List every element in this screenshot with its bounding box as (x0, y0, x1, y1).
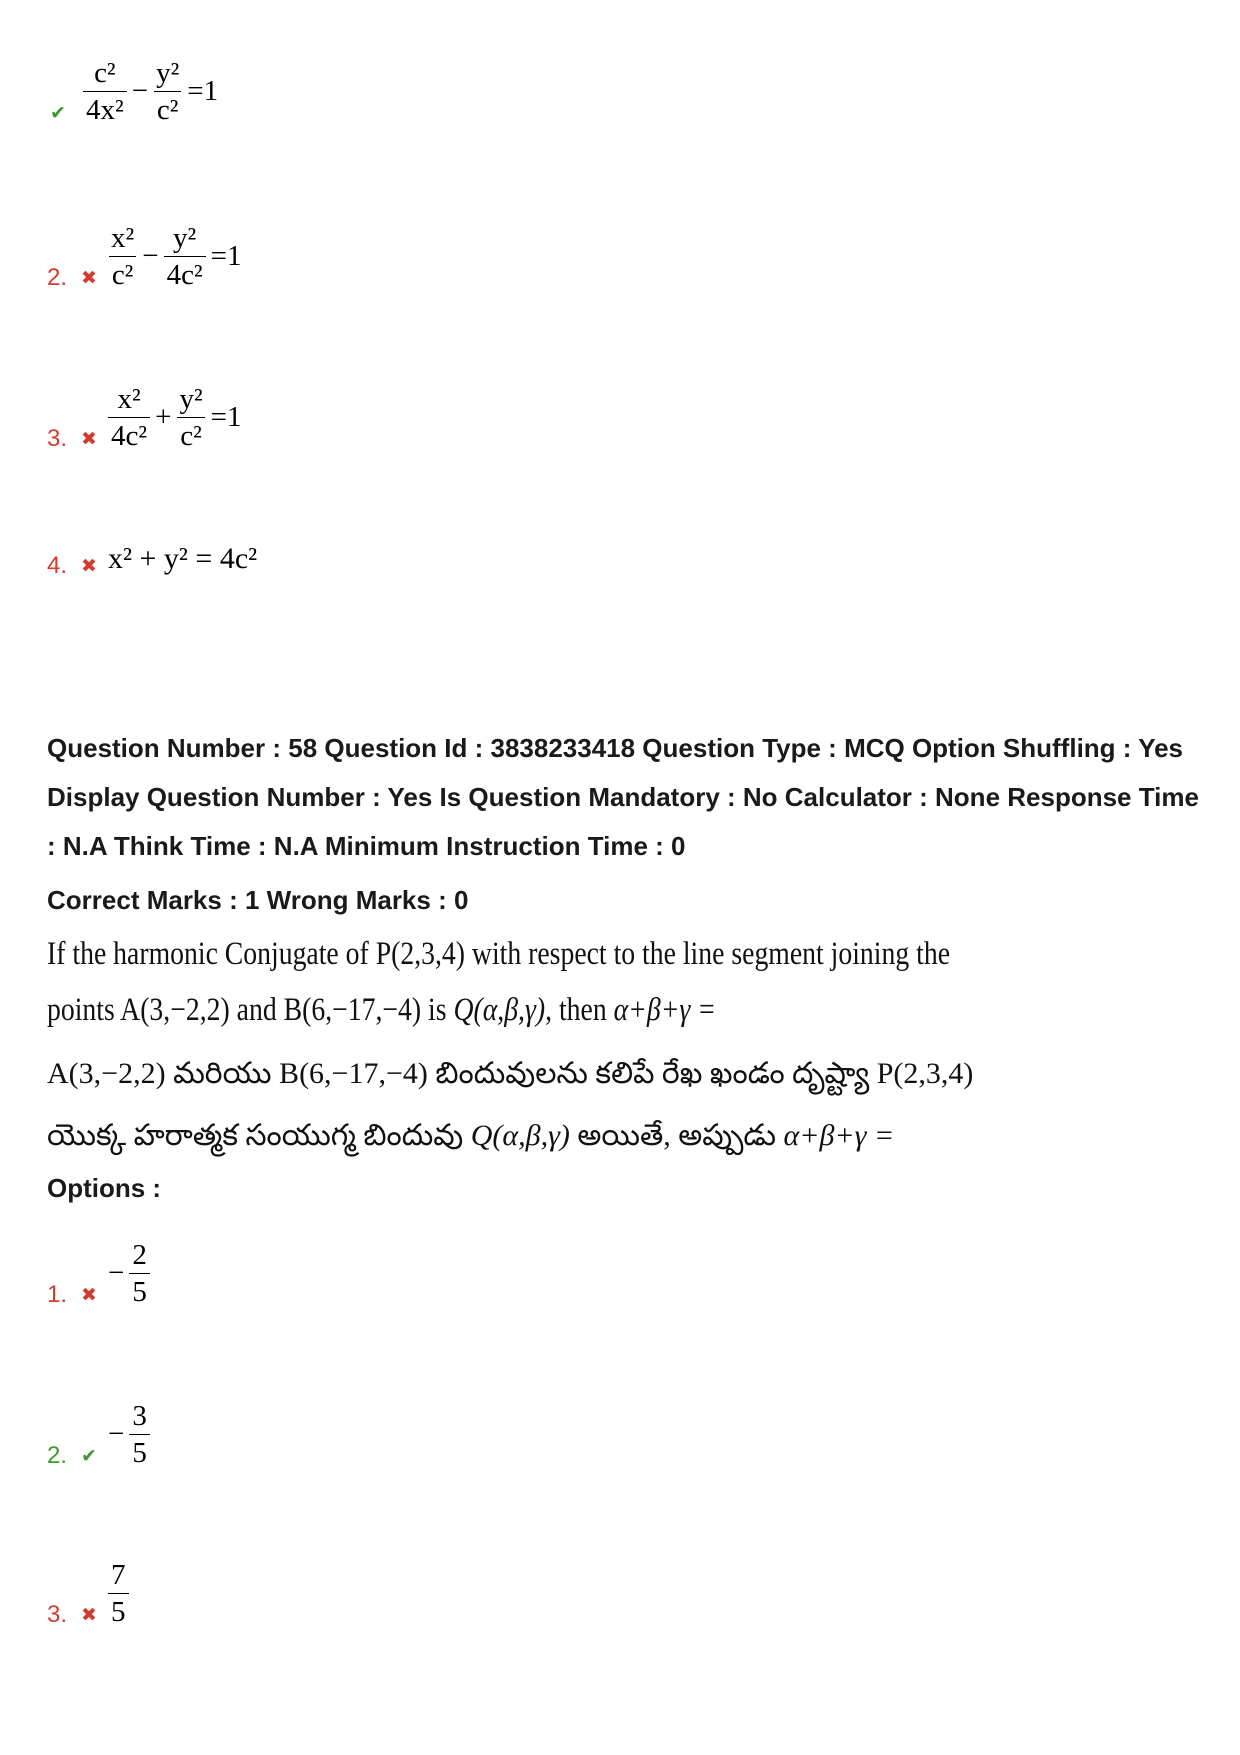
question-info (47, 724, 1199, 871)
question-info-line: Question Number : 58 Question Id : 3838233418 Question Type : MCQ Option Shuffling : Yes (47, 733, 1184, 763)
option-expression (83, 55, 218, 128)
option-3 (47, 1557, 129, 1630)
option-number: 1. (47, 1281, 68, 1308)
option-expression (108, 1237, 150, 1310)
fraction (108, 220, 137, 293)
right-hand-side: =1 (210, 401, 242, 433)
math-expression: Q(α,β,γ) (453, 992, 546, 1028)
option-expression (108, 220, 242, 293)
operator: − (131, 75, 149, 107)
denominator: 5 (129, 1273, 150, 1310)
fraction (153, 55, 182, 128)
question-text-line (47, 982, 950, 1038)
numerator: 3 (132, 1400, 147, 1432)
fraction (164, 220, 206, 293)
denominator: 4x² (83, 91, 127, 128)
marks-line: Correct Marks : 1 Wrong Marks : 0 (47, 885, 469, 915)
numerator: y² (173, 222, 197, 254)
question-text-segment: A(3,−2,2) మరియు B(6,−17,−4) బిందువులను కలిపే రేఖ ఖండం దృష్ట్యా P(2,3,4) (47, 1057, 974, 1090)
denominator: 4c² (164, 256, 206, 293)
options-heading: Options : (47, 1173, 162, 1203)
check-icon (78, 1441, 100, 1471)
cross-icon (78, 424, 100, 454)
option-2 (47, 1398, 150, 1471)
operator: − (142, 240, 159, 272)
option-number: 2. (47, 264, 68, 291)
question-text-line (47, 1043, 973, 1105)
math-expression: α+β+γ = (783, 1119, 895, 1152)
option-1 (47, 1237, 150, 1310)
question-info-line: : N.A Think Time : N.A Minimum Instruction Time : 0 (47, 831, 686, 861)
fraction (108, 381, 150, 454)
numerator: 2 (132, 1239, 147, 1271)
denominator: 5 (129, 1434, 150, 1471)
question-text-line (47, 926, 950, 982)
option-number: 4. (47, 552, 68, 579)
denominator: c² (154, 91, 182, 128)
option-expression: x² + y² = 4c² (108, 542, 258, 575)
cross-icon (78, 551, 100, 581)
numerator: y² (156, 57, 180, 89)
cross-icon (78, 263, 100, 293)
check-icon (47, 98, 69, 128)
option-expression (108, 1557, 129, 1630)
question-text-segment: యొక్క హరాత్మక సంయుగ్మ బిందువు (47, 1119, 471, 1152)
minus-sign: − (108, 1257, 125, 1289)
fraction (176, 381, 205, 454)
prev-option-3 (47, 381, 242, 454)
math-expression: Q(α,β,γ) (470, 1119, 570, 1152)
numerator: x² (117, 383, 141, 415)
question-text-segment: అయితే, అప్పుడు (569, 1119, 784, 1152)
prev-option-2 (47, 220, 242, 293)
option-expression (108, 381, 242, 454)
question-text-segment: points A(3,−2,2) and B(6,−17,−4) is (47, 992, 454, 1028)
fraction (129, 1237, 150, 1310)
question-text-segment: , then (545, 992, 614, 1028)
numerator: y² (179, 383, 203, 415)
prev-option-1 (47, 55, 218, 128)
question-text-segment: If the harmonic Conjugate of P(2,3,4) with respect to the line segment joining the (47, 936, 950, 972)
question-text-en (47, 926, 950, 1038)
prev-option-4 (47, 537, 257, 581)
denominator: 5 (108, 1593, 129, 1630)
fraction (108, 1557, 129, 1630)
right-hand-side: =1 (210, 240, 242, 272)
denominator: c² (109, 256, 137, 293)
question-text-line (47, 1105, 973, 1167)
math-expression: α+β+γ = (613, 992, 716, 1028)
right-hand-side: =1 (187, 75, 219, 107)
option-number: 3. (47, 1601, 68, 1628)
question-text-te (47, 1043, 973, 1167)
question-info-line: Display Question Number : Yes Is Question Mandatory : No Calculator : None Response Time (47, 782, 1199, 812)
minus-sign: − (108, 1418, 125, 1450)
option-number: 2. (47, 1442, 68, 1469)
numerator: c² (94, 57, 116, 89)
option-expression (108, 1398, 150, 1471)
denominator: c² (177, 417, 205, 454)
numerator: x² (111, 222, 135, 254)
option-number: 3. (47, 425, 68, 452)
cross-icon (78, 1280, 100, 1310)
numerator: 7 (111, 1559, 126, 1591)
fraction (83, 55, 127, 128)
denominator: 4c² (108, 417, 150, 454)
fraction (129, 1398, 150, 1471)
operator: + (155, 401, 172, 433)
cross-icon (78, 1600, 100, 1630)
